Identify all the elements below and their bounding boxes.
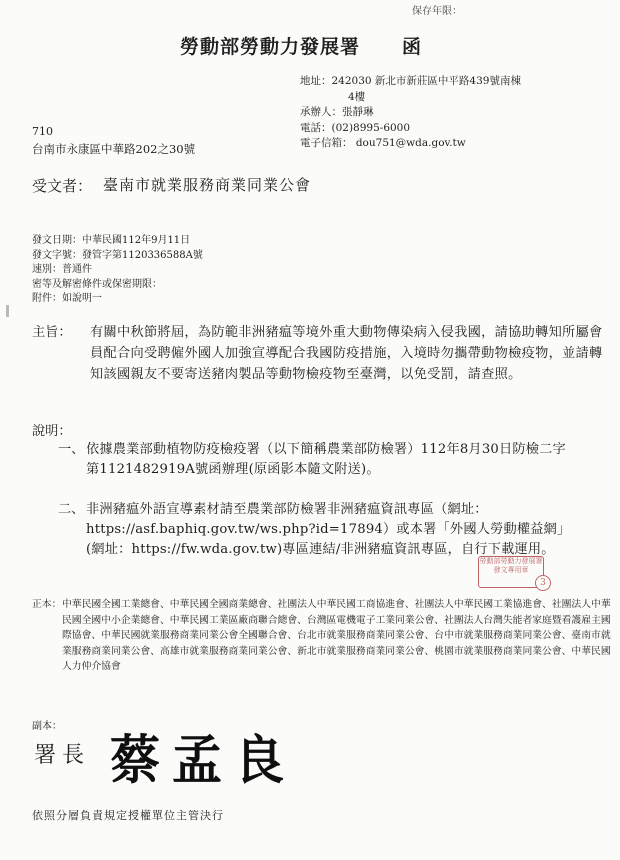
recipient-label: 受文者： [32, 177, 93, 195]
delegation-note: 依照分層負責規定授權單位主管決行 [32, 809, 224, 822]
document-type: 函 [402, 36, 422, 58]
sender-phone: 電話：(02)8995-6000 [300, 121, 411, 134]
explanation-label: 說明： [32, 424, 72, 439]
item-number: 二、 [58, 502, 85, 517]
seal-number: 3 [535, 575, 551, 591]
retention-period: 保存年限： [412, 6, 462, 17]
subject-label: 主旨： [32, 325, 72, 340]
director-title: 署長 [34, 743, 91, 768]
document-number: 發文字號：發管字第1120336588A號 [32, 249, 203, 261]
director-signature-stamp: 蔡孟良 [110, 728, 296, 791]
issue-date: 發文日期：中華民國112年9月11日 [32, 235, 191, 246]
seal-agency: 勞動部勞動力發展署 [479, 557, 543, 565]
sender-address: 地址：242030 新北市新莊區中平路439號南棟 [300, 75, 521, 87]
sender-email: 電子信箱： dou751@wda.gov.tw [300, 137, 466, 149]
copy-label: 副本： [32, 721, 62, 732]
binding-hole-mark [6, 305, 9, 317]
recipient-name: 臺南市就業服務商業同業公會 [103, 176, 312, 194]
official-seal-stamp [478, 556, 544, 588]
subject-text: 有關中秋節將屆，為防範非洲豬瘟等境外重大動物傳染病入侵我國，請協助轉知所屬會員配合向受聘僱外國人加強宣導配合我國防疫措施，入境時勿攜帶動物檢疫物，並請轉知該國親友不要寄送豬肉製品等動物檢疫物至臺灣，以免受罰，請查照。 [90, 325, 603, 382]
sender-contact: 承辦人：張靜琳 [300, 106, 374, 118]
item-number: 一、 [58, 442, 85, 457]
sender-info [300, 74, 521, 152]
receiver-postal-code: 710 [32, 125, 53, 138]
document-meta [32, 234, 203, 307]
security-level: 密等及解密條件或保密期限： [32, 278, 162, 290]
sender-address-cont: 4樓 [348, 90, 366, 103]
issuing-agency: 勞動部勞動力發展署 [180, 36, 361, 58]
item-text: 依據農業部動植物防疫檢疫署（以下簡稱農業部防檢署）112年8月30日防檢二字第1121482919A號函辦理(原函影本隨文附送)。 [86, 442, 566, 477]
cc-recipients: 中華民國全國工業總會、中華民國全國商業總會、社團法人中華民國工商協進會、社團法人中華民國工業協進會、社團法人中華民國全國中小企業總會、中華民國工業區廠商聯合總會、台灣區電機電子工業同業公會、社團法人台灣失能者家庭暨看護雇主國際協會、中華民國就業服務商業同業公會全國聯合會、台北市就業服務商業同業公會、台中市就業服務商業同業公會、臺南市就業服務商業同業公會、高雄市就業服務商業同業公會、新北市就業服務商業同業公會、桃園市就業服務商業同業公會、中華民國人力仲介協會 [62, 599, 611, 672]
attachment: 附件：如說明一 [32, 293, 102, 304]
delivery-speed: 速別：普通件 [32, 264, 92, 275]
receiver-address: 台南市永康區中華路202之30號 [32, 142, 196, 156]
item-text: 非洲豬瘟外語宣導素材請至農業部防檢署非洲豬瘟資訊專區（網址：https://asf.baphiq.gov.tw/ws.php?id=17894）或本署「外國人勞動權益網」(網址：https://fw.wda.gov.tw)專區連結/非洲豬瘟資訊專區，自行下載運用。 [86, 502, 571, 557]
cc-label: 正本： [32, 599, 62, 610]
seal-purpose: 發文專用章 [493, 566, 529, 574]
